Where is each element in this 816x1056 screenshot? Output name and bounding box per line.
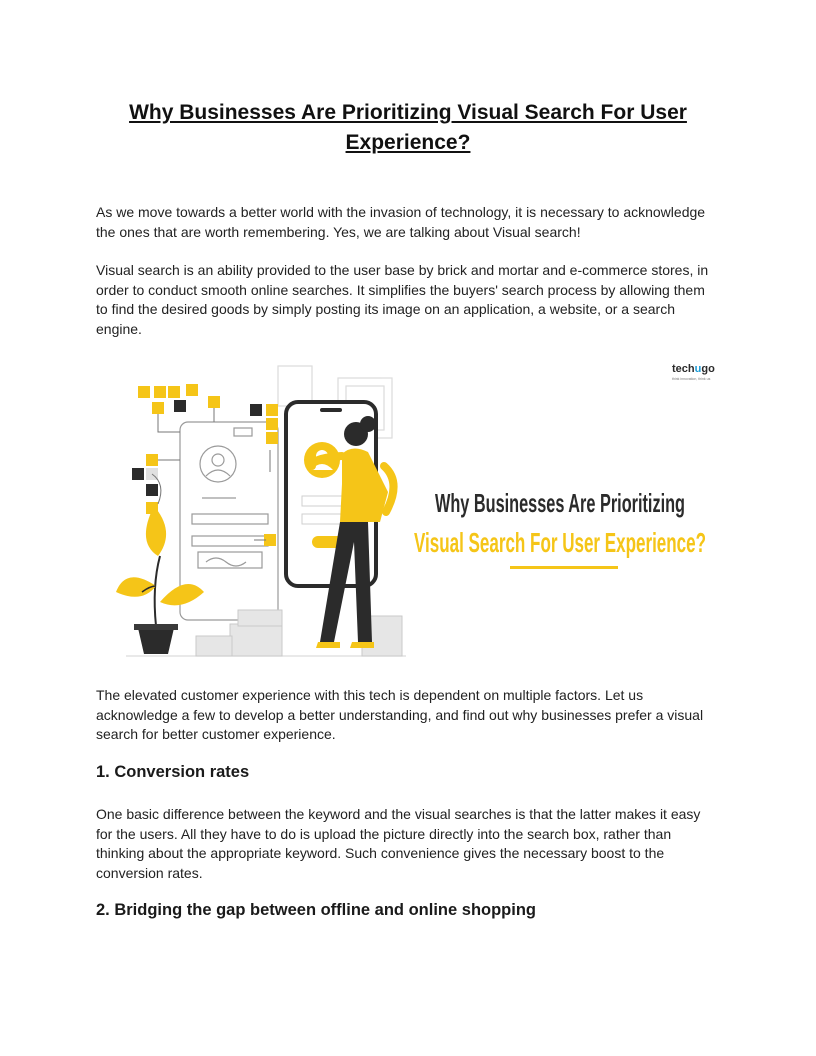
page-title: Why Businesses Are Prioritizing Visual Search For User Experience? [129, 101, 687, 154]
banner-headline-line2: Visual Search For User Experience? [414, 527, 706, 558]
conversion-paragraph: One basic difference between the keyword and the visual searches is that the latter makes it easy for the users. All they have to do is upload the picture directly into the search box, rather than thinking about the appropriate keyword. Such convenience gives the necessary boost to the conversion rates. [96, 806, 701, 881]
intro-paragraph: As we move towards a better world with the invasion of technology, it is necessary to acknowledge the ones that are worth remembering. Yes, we are talking about Visual search! [96, 204, 706, 240]
svg-text:think innovation, think us: think innovation, think us [672, 377, 711, 381]
article-banner-image [106, 356, 722, 662]
svg-text:techugo: techugo [672, 363, 715, 375]
factors-paragraph: The elevated customer experience with this tech is dependent on multiple factors. Let us acknowledge a few to develop a better understanding, and find out why businesses prefer a visual search for better customer experience. [96, 687, 704, 742]
heading-conversion-rates: 1. Conversion rates [96, 763, 250, 781]
definition-paragraph: Visual search is an ability provided to the user base by brick and mortar and e-commerce stores, in order to conduct smooth online searches. It simplifies the buyers' search process by allowing them to find the desired goods by simply posting its image on an application, a website, or a search engine. [96, 262, 709, 337]
heading-bridging-gap: 2. Bridging the gap between offline and online shopping [96, 901, 536, 919]
techugo-logo [672, 363, 715, 381]
banner-headline-line1: Why Businesses Are Prioritizing [435, 488, 685, 518]
banner-underline [510, 566, 618, 569]
